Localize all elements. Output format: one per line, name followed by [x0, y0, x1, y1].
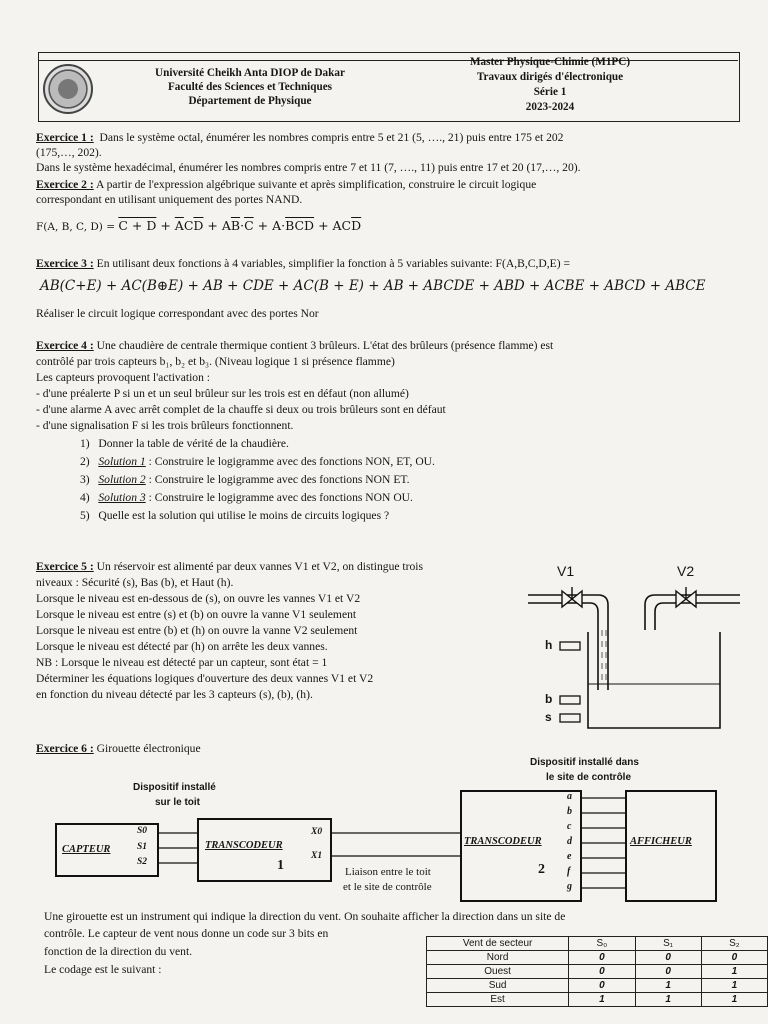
ex5-title: Exercice 5 : — [36, 560, 94, 573]
ex6-subtitle: Girouette électronique — [96, 742, 201, 755]
ex1-line2: (175,…, 202). — [36, 146, 102, 159]
seg-e-label: e — [567, 851, 572, 862]
table-header-row — [427, 937, 768, 951]
site-label-2: le site de contrôle — [546, 772, 632, 783]
ex4-title: Exercice 4 : — [36, 339, 94, 352]
v2-label: V2 — [677, 563, 695, 579]
ex6-title: Exercice 6 : — [36, 742, 94, 755]
ex4-line5: - d'une alarme A avec arrêt complet de la chauffe si deux ou trois brûleurs sont en défaut — [36, 403, 446, 416]
ex4-item-2-num: 2) — [80, 455, 90, 468]
ex2-line2: correspondant en utilisant uniquement des portes NAND. — [36, 193, 303, 206]
university-logo — [43, 64, 93, 114]
ex5-line4: Lorsque le niveau est entre (s) et (b) on ouvre la vanne V1 seulement — [36, 608, 357, 621]
ex5-line3: Lorsque le niveau est en-dessous de (s), on ouvre les vannes V1 et V2 — [36, 592, 361, 605]
ex4-item-2-label: Solution 1 — [98, 455, 146, 468]
ex3-title: Exercice 3 : — [36, 257, 94, 270]
ex6-p4: Le codage est le suivant : — [44, 963, 162, 976]
header-faculty: Faculté des Sciences et Techniques — [167, 81, 333, 93]
seg-d-label: d — [567, 836, 572, 847]
ex2-f-t5a: AC — [332, 218, 352, 233]
ex4-item-5 — [80, 509, 389, 523]
header-department: Département de Physique — [188, 95, 312, 107]
s-label: s — [545, 710, 552, 724]
table-cell: 0 — [569, 951, 635, 965]
table-cell: 1 — [569, 993, 635, 1007]
ex4-item-1-num: 1) — [80, 437, 90, 450]
table-cell: 0 — [569, 965, 635, 979]
table-cell: Est — [427, 993, 569, 1007]
ex1-text1: Dans le système octal, énumérer les nombres compris entre 5 et 21 (5, …., 21) puis entre 175 et 202 — [99, 131, 564, 144]
table-cell: 1 — [701, 979, 767, 993]
s1-label: S1 — [137, 842, 148, 852]
ex4-item-2 — [80, 455, 435, 469]
ex4-item-4-label: Solution 3 — [98, 491, 146, 504]
ex4-item-3 — [80, 473, 410, 487]
ex2-f-lhs: F(A, B, C, D) = — [36, 221, 119, 233]
afficheur-label: AFFICHEUR — [630, 836, 692, 847]
ex3-formula: AB(C+E) + AC(B⊕E) + AB + CDE + AC(B + E) + AB + ABCDE + ABD + ACBE + ABCD + ABCE — [40, 278, 706, 294]
table-cell: Sud — [427, 979, 569, 993]
table-cell: 1 — [635, 993, 701, 1007]
capteur-label: CAPTEUR — [62, 844, 111, 855]
ex5-line7: NB : Lorsque le niveau est détecté par un capteur, sont état = 1 — [36, 656, 328, 669]
table-header: S₁ — [635, 937, 701, 951]
table-cell: 0 — [635, 965, 701, 979]
transcodeur-2-label: TRANSCODEUR — [464, 836, 542, 847]
v1-label: V1 — [557, 563, 575, 579]
table-cell: 1 — [701, 965, 767, 979]
header-university: Université Cheikh Anta DIOP de Dakar — [155, 67, 345, 79]
tank-diagram — [520, 560, 750, 740]
ex2-f-t2a: $\overline{A}$ — [174, 218, 184, 233]
ex4-line3: Les capteurs provoquent l'activation : — [36, 371, 211, 384]
roof-label-1: Dispositif installé — [133, 782, 216, 793]
ex4-item-3-num: 3) — [80, 473, 90, 486]
ex4-item-3-text: : Construire le logigramme avec des fonctions NON ET. — [145, 473, 410, 486]
table-header: Vent de secteur — [427, 937, 569, 951]
ex5-line9: en fonction du niveau détecté par les 3 capteurs (s), (b), (h). — [36, 688, 313, 701]
ex5-text1: Un réservoir est alimenté par deux vannes V1 et V2, on distingue trois — [96, 560, 424, 573]
ex5-line8: Déterminer les équations logiques d'ouverture des deux vannes V1 et V2 — [36, 672, 374, 685]
h-label: h — [545, 638, 553, 652]
ex4-item-1-text: Donner la table de vérité de la chaudière. — [98, 437, 289, 450]
ex4-item-4-text: : Construire le logigramme avec des fonctions NON OU. — [145, 491, 413, 504]
ex4-line4: - d'une préalerte P si un et un seul brûleur sur les trois est en défaut (non allumé) — [36, 387, 409, 400]
ex5-line2: niveaux : Sécurité (s), Bas (b), et Haut (h). — [36, 576, 234, 589]
table-row — [427, 979, 768, 993]
seg-a-label: a — [567, 791, 572, 802]
ex2-f-t5b: $\overline{D}$ — [351, 218, 362, 233]
table-cell: Nord — [427, 951, 569, 965]
table-header: S₂ — [701, 937, 767, 951]
ex2-title: Exercice 2 : — [36, 178, 94, 191]
seg-b-label: b — [567, 806, 572, 817]
ex4-item-5-text: Quelle est la solution qui utilise le moins de circuits logiques ? — [98, 509, 390, 522]
sensor-h-icon — [560, 642, 580, 650]
transcodeur-1-num: 1 — [277, 858, 284, 873]
ex2-f-t2c: $\overline{D}$ — [193, 218, 204, 233]
ex1-line1 — [36, 131, 563, 145]
ex4-line6: - d'une signalisation F si les trois brûleurs fonctionnent. — [36, 419, 294, 432]
coding-table — [426, 936, 768, 1007]
table-cell: 0 — [635, 951, 701, 965]
header-year: 2023-2024 — [525, 101, 575, 113]
seg-g-label: g — [567, 881, 572, 892]
ex2-text1: A partir de l'expression algébrique suivante et après simplification, construire le circuit logique — [96, 178, 537, 191]
sensor-s-icon — [560, 714, 580, 722]
x0-label: X0 — [311, 827, 323, 837]
link-label-1: Liaison entre le toit — [345, 866, 431, 878]
ex1-title: Exercice 1 : — [36, 131, 94, 144]
sensor-b-icon — [560, 696, 580, 704]
table-cell: 1 — [701, 993, 767, 1007]
x1-label: X1 — [311, 851, 323, 861]
ex4-item-5-num: 5) — [80, 509, 90, 522]
ex2-line1 — [36, 178, 536, 192]
ex4-item-3-label: Solution 2 — [98, 473, 146, 486]
ex5-line5: Lorsque le niveau est entre (b) et (h) on ouvre la vanne V2 seulement — [36, 624, 358, 637]
ex4-item-4 — [80, 491, 413, 505]
ex2-f-t2b: C — [183, 218, 194, 233]
ex2-f-t3a: A — [221, 218, 231, 233]
table-row — [427, 965, 768, 979]
table-cell: 0 — [701, 951, 767, 965]
ex6-p2: contrôle. Le capteur de vent nous donne un code sur 3 bits en — [44, 927, 329, 940]
header-course: Travaux dirigés d'électronique — [476, 71, 624, 83]
s2-label: S2 — [137, 857, 148, 867]
roof-label-2: sur le toit — [155, 797, 201, 808]
ex2-f-t3c: $\overline{C}$ — [244, 218, 254, 233]
table-header: S₀ — [569, 937, 635, 951]
ex2-formula: F(A, B, C, $D) = C + D + \overline{A}C\overline{D} + A\overline{B}\cdot\overline{C} + A\cdot\overline{BCD} + AC\overline{D}$ — [36, 218, 362, 233]
table-cell: 0 — [569, 979, 635, 993]
site-label-1: Dispositif installé dans — [530, 757, 639, 768]
seg-f-label: f — [567, 866, 571, 877]
ex1-line3: Dans le système hexadécimal, énumérer les nombres compris entre 7 et 11 (7, …., 11) puis entre 17 et 20 (17,…, 20). — [36, 161, 581, 174]
ex4-line1 — [36, 339, 553, 353]
ex4-item-2-text: : Construire le logigramme avec des fonctions NON, ET, OU. — [145, 455, 435, 468]
ex4-text1: Une chaudière de centrale thermique contient 3 brûleurs. L'état des brûleurs (présence flamme) est — [96, 339, 554, 352]
transcodeur-2-num: 2 — [538, 862, 545, 877]
ex5-line6: Lorsque le niveau est détecté par (h) on arrête les deux vannes. — [36, 640, 328, 653]
ex6-p3: fonction de la direction du vent. — [44, 945, 193, 958]
ex2-f-t4b: $\overline{BCD}$ — [285, 218, 315, 233]
ex6-p1: Une girouette est un instrument qui indique la direction du vent. On souhaite afficher la direction dans un site de — [44, 910, 566, 923]
ex4-item-1 — [80, 437, 289, 451]
seg-c-label: c — [567, 821, 572, 832]
ex2-f-t1: C + D — [118, 218, 157, 233]
header-master: Master Physique-Chimie (M1PC) — [469, 56, 631, 68]
ex3-text1: En utilisant deux fonctions à 4 variables, simplifier la fonction à 5 variables suivante: F(A,B,C,D,E) = — [96, 257, 571, 270]
ex3-line2: Réaliser le circuit logique correspondant avec des portes Nor — [36, 307, 319, 320]
ex5-line1 — [36, 560, 423, 574]
table-cell: Ouest — [427, 965, 569, 979]
table-row — [427, 951, 768, 965]
table-row — [427, 993, 768, 1007]
ex2-f-t4a: A — [272, 218, 282, 233]
transcodeur-1-label: TRANSCODEUR — [205, 840, 283, 851]
ex2-f-t3b: $\overline{B}$ — [230, 218, 241, 233]
ex6-line1 — [36, 742, 201, 756]
b-label: b — [545, 692, 553, 706]
ex3-line1 — [36, 257, 570, 271]
link-label-2: et le site de contrôle — [343, 881, 432, 893]
s0-label: S0 — [137, 826, 148, 836]
table-cell: 1 — [635, 979, 701, 993]
ex4-item-4-num: 4) — [80, 491, 90, 504]
header-series: Série 1 — [533, 86, 567, 98]
ex4-line2: contrôlé par trois capteurs b₁, b₂ et b₃. (Niveau logique 1 si présence flamme) — [36, 355, 395, 368]
